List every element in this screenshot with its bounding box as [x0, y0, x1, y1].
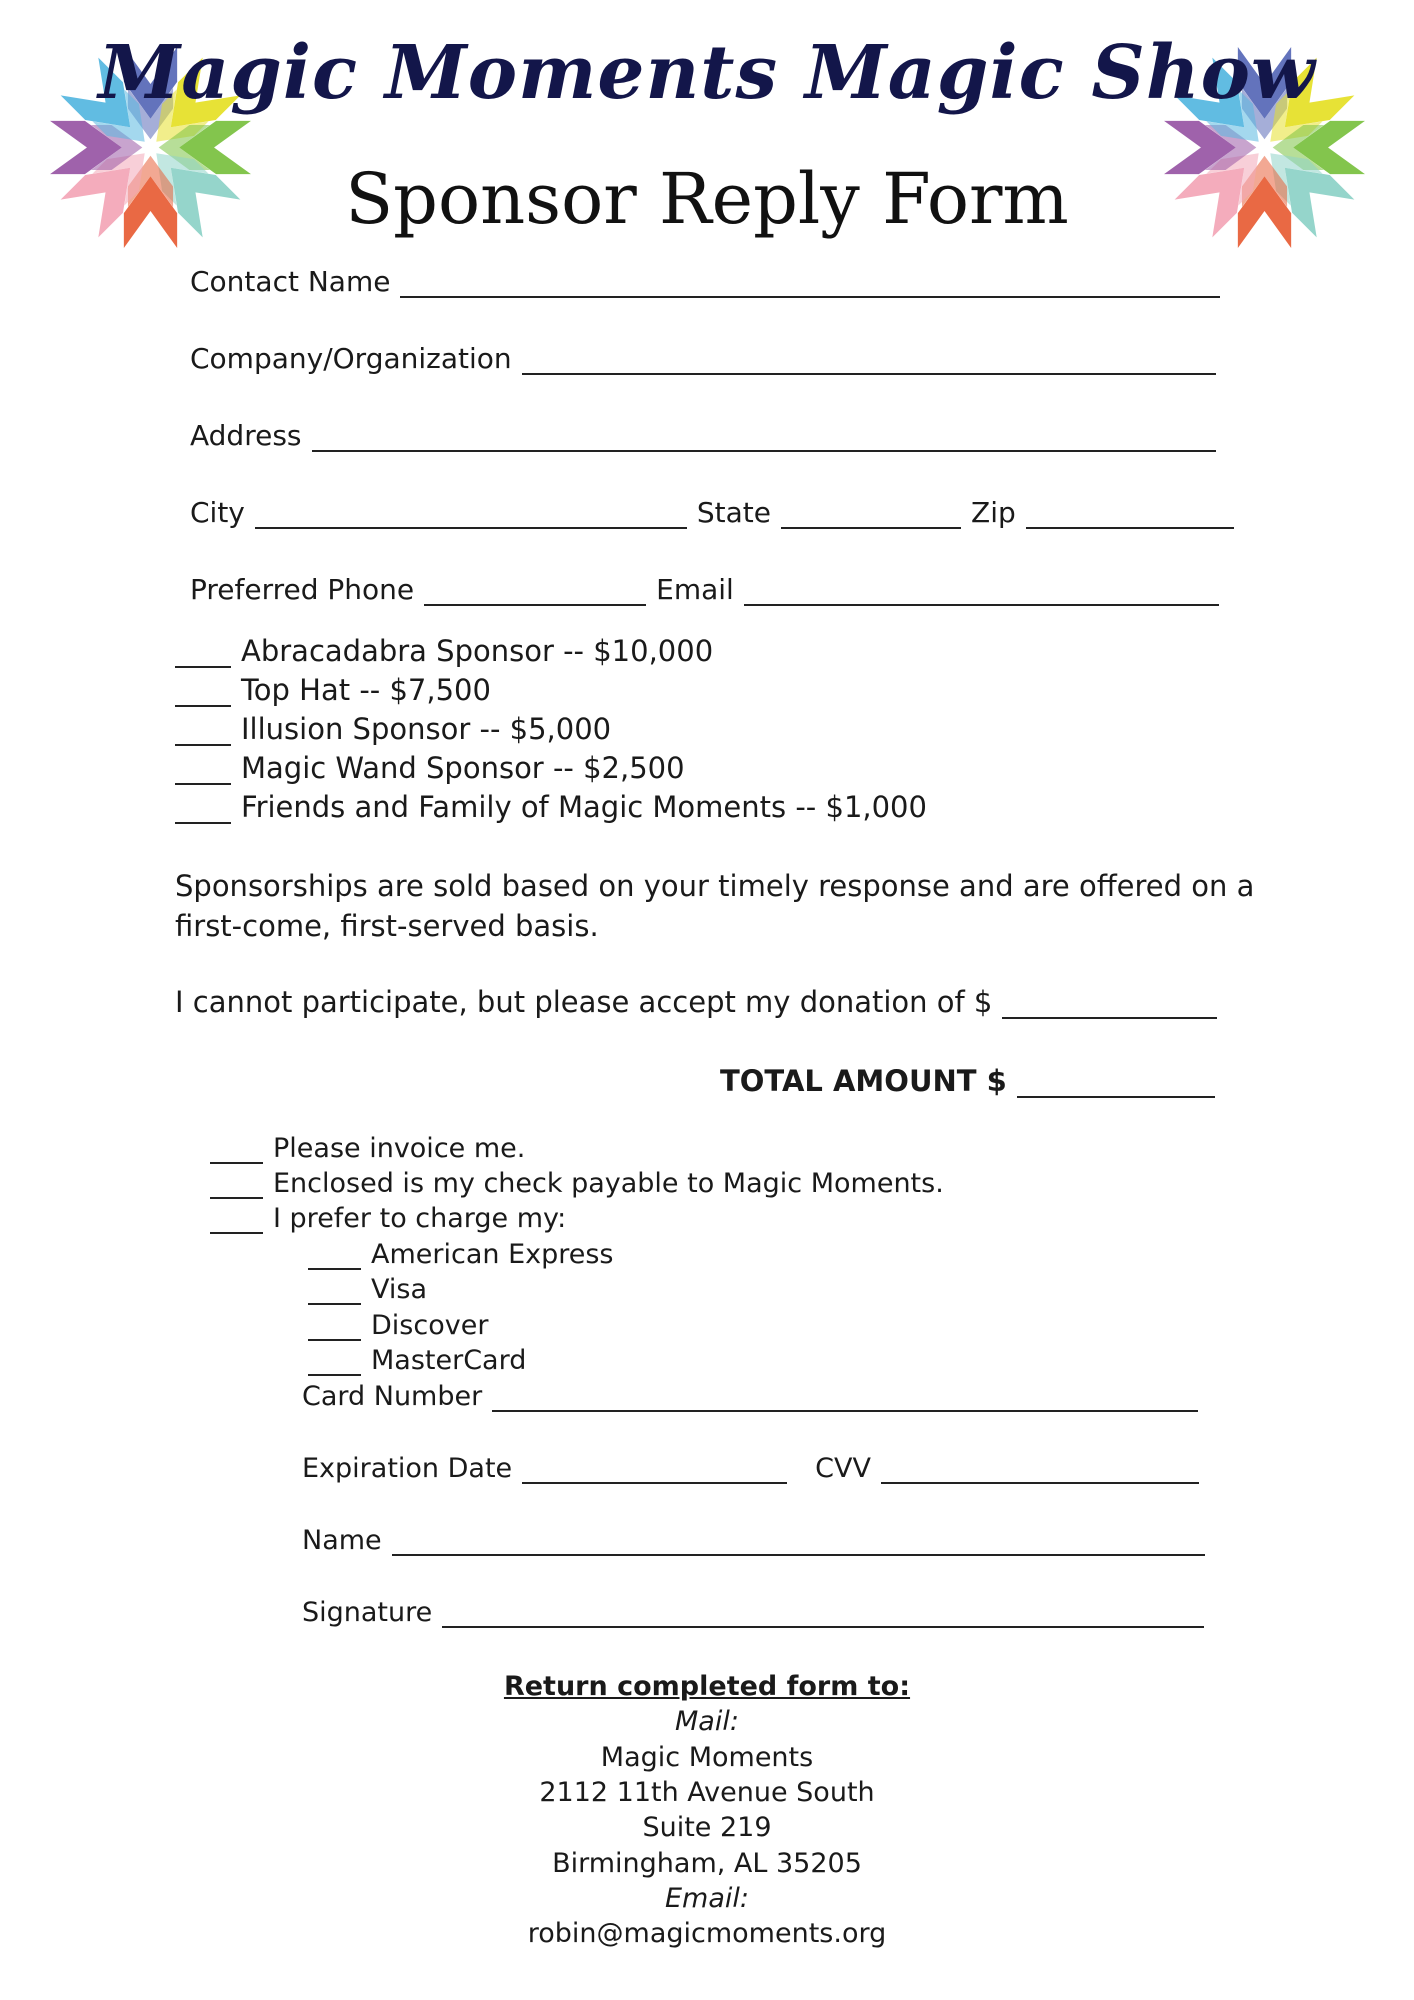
return-email: robin@magicmoments.org	[527, 1918, 887, 1949]
page-title: Sponsor Reply Form	[345, 158, 1069, 240]
contact-name-label: Contact Name	[190, 265, 391, 298]
card-option-blank[interactable]	[308, 1242, 361, 1270]
cardholder-name-label: Name	[302, 1525, 382, 1556]
state-input[interactable]	[781, 501, 961, 529]
sponsor-option-3	[175, 712, 611, 746]
card-option-discover	[308, 1310, 488, 1341]
sponsor-option-blank[interactable]	[175, 640, 231, 668]
card-option-amex	[308, 1239, 614, 1270]
card-option-label: Discover	[371, 1310, 489, 1341]
payment-option-label: Enclosed is my check payable to Magic Moments.	[273, 1168, 944, 1199]
card-option-label: MasterCard	[371, 1345, 527, 1376]
cvv-label: CVV	[815, 1453, 871, 1484]
company-label: Company/Organization	[190, 342, 512, 375]
zip-input[interactable]	[1026, 501, 1234, 529]
sponsor-option-label: Friends and Family of Magic Moments -- $1,000	[241, 790, 927, 824]
phone-label: Preferred Phone	[190, 573, 415, 606]
return-street: 2112 11th Avenue South	[539, 1777, 875, 1808]
address-field	[190, 419, 1216, 452]
payment-option-blank[interactable]	[210, 1206, 263, 1234]
payment-option-label: I prefer to charge my:	[273, 1203, 567, 1234]
return-heading: Return completed form to:	[503, 1671, 911, 1702]
phone-email-field	[190, 573, 1219, 606]
email-input[interactable]	[744, 578, 1219, 606]
sponsor-option-4	[175, 751, 685, 785]
signature-label: Signature	[302, 1597, 433, 1628]
total-label: TOTAL AMOUNT $	[720, 1064, 1007, 1098]
signature-input[interactable]	[442, 1600, 1204, 1628]
city-input[interactable]	[255, 501, 687, 529]
donation-input[interactable]	[1002, 991, 1217, 1019]
zip-label: Zip	[971, 496, 1016, 529]
donation-field	[175, 985, 1217, 1019]
card-option-blank[interactable]	[308, 1348, 361, 1376]
card-number-input[interactable]	[492, 1384, 1198, 1412]
sponsor-option-label: Abracadabra Sponsor -- $10,000	[241, 634, 714, 668]
card-option-blank[interactable]	[308, 1277, 361, 1305]
cardholder-name-input[interactable]	[392, 1528, 1205, 1556]
payment-option-label: Please invoice me.	[273, 1133, 526, 1164]
sponsor-option-label: Illusion Sponsor -- $5,000	[241, 712, 612, 746]
card-option-label: Visa	[371, 1274, 427, 1305]
donation-label: I cannot participate, but please accept my donation of $	[175, 985, 993, 1019]
card-option-visa	[308, 1274, 427, 1305]
show-title: Magic Moments Magic Show	[98, 30, 1316, 116]
payment-option-blank[interactable]	[210, 1136, 263, 1164]
sponsor-option-label: Top Hat -- $7,500	[241, 673, 491, 707]
return-city-state-zip: Birmingham, AL 35205	[552, 1848, 862, 1879]
payment-option-invoice	[210, 1133, 525, 1164]
email-label: Email	[656, 573, 734, 606]
card-option-label: American Express	[371, 1239, 614, 1270]
address-label: Address	[190, 419, 302, 452]
payment-option-blank[interactable]	[210, 1171, 263, 1199]
payment-option-check	[210, 1168, 944, 1199]
cvv-input[interactable]	[881, 1456, 1199, 1484]
city-state-zip-field	[190, 496, 1234, 529]
expiration-input[interactable]	[522, 1456, 787, 1484]
total-input[interactable]	[1017, 1070, 1215, 1098]
sponsor-option-5	[175, 790, 927, 824]
expiration-cvv-field	[302, 1453, 1199, 1484]
cardholder-name-field	[302, 1525, 1205, 1556]
return-suite: Suite 219	[642, 1812, 772, 1843]
sponsor-option-1	[175, 634, 713, 668]
sponsor-option-label: Magic Wand Sponsor -- $2,500	[241, 751, 685, 785]
company-field	[190, 342, 1216, 375]
payment-option-charge	[210, 1203, 566, 1234]
city-label: City	[190, 496, 245, 529]
mail-label: Mail:	[675, 1706, 739, 1737]
expiration-label: Expiration Date	[302, 1453, 513, 1484]
address-input[interactable]	[312, 424, 1216, 452]
total-field	[720, 1064, 1215, 1098]
state-label: State	[696, 496, 772, 529]
phone-input[interactable]	[424, 578, 646, 606]
return-org: Magic Moments	[600, 1742, 814, 1773]
sponsor-option-2	[175, 673, 491, 707]
contact-name-field	[190, 265, 1220, 298]
sponsor-option-blank[interactable]	[175, 718, 231, 746]
card-option-mastercard	[308, 1345, 526, 1376]
card-option-blank[interactable]	[308, 1313, 361, 1341]
sponsor-option-blank[interactable]	[175, 796, 231, 824]
signature-field	[302, 1597, 1204, 1628]
contact-name-input[interactable]	[400, 270, 1220, 298]
company-input[interactable]	[522, 347, 1216, 375]
card-number-field	[302, 1381, 1198, 1412]
notice-text: Sponsorships are sold based on your timely response and are offered on a first-come, first-served basis.	[175, 869, 1255, 943]
sponsor-option-blank[interactable]	[175, 679, 231, 707]
sponsor-option-blank[interactable]	[175, 757, 231, 785]
email-label: Email:	[664, 1883, 749, 1914]
card-number-label: Card Number	[302, 1381, 483, 1412]
